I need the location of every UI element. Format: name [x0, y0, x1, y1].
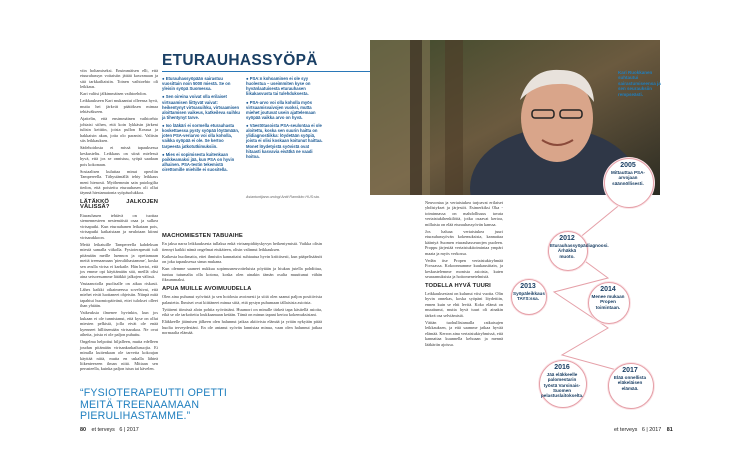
- tuuri-paragraph: Leikkauksestani on kulunut viisi vuotta. Olin hyvin onnekas, koska syöpäni löydettiin, ennen kuin se ehti levitä. Koko elämä on muuttunut, mutta hyvä tuuri oli ainakin tärkeä osa selviämistä.: [425, 290, 503, 318]
- intro-paragraph: Kari valitsi jälkimmäisen vaihtoehdon.: [80, 91, 147, 97]
- timeline-text: Eturauhassyöpädiagnoosi. Ärhäkkä muoto.: [550, 243, 609, 259]
- right-paragraph: Vedän itse Propen vertaistukiryhmää Forssassa. Kokoonnumme kuukausittain, ja keskustelemme monista asioista, kuten seuraamuksista ja hoitomenetelmistä.: [425, 257, 503, 280]
- intro-paragraph: viin holtamiseksi. Ensimmäisen elli, että etuurahassyn voitaisiin jättää kasvamaan ja sitä tarkkailtaisiin. Toinen vaihtoehto oli leikkaus.: [80, 68, 158, 90]
- right-paragraph: Neuvontaa ja vertaistukea tarjoavat erilaiset yhdistykset ja järjestöt. Esimerkiksi Oka -toiminnassa on mahdollisuus tavata vertaistukihenkilöitä, jotka osaavat kertoa, millaista on elää eturauhassyövän kanssa.: [425, 200, 503, 227]
- timeline-text: Menee mukaan Propen toimintaan.: [591, 294, 625, 310]
- macho-paragraph: Kaikesta huolimatta, ettei ihmisiin kannattaisi suhtautua hyvin kriittisesti, kun pääpelisäänöt on joka tapauksessa sinun mukana.: [162, 253, 322, 265]
- apua-paragraph: Eläkkeelle jäämisen jälkeen olen halunnut jatkaa aktiivista elämää ja yritän nykyään pitää huolta terveydestäni. En ole antanut syövän lannistaa minua, vaan olen halunnut jatkaa normaalia elämää.: [162, 319, 322, 336]
- right-text: [425, 200, 503, 280]
- intro-text: [80, 68, 158, 196]
- section-text-latakko: [80, 213, 158, 372]
- timeline-year: 2013: [520, 283, 536, 290]
- intro-paragraph: Ajattelin, että ensimmäinen vaihtoehto johtaisi siihen, että koin lykkäsin järkeni tulisin keittiin, joista pullon Kossua ja hakkaisin akan, jotta olo paranisi. Valitsin siis leikkauksen.: [80, 116, 158, 144]
- intro-paragraph: Leikkaukseen Kari mukaantui olleensa hyvä, mutta hei järkvät päätöksen mimaa tehtäväkseen.: [80, 98, 158, 115]
- apua-paragraph: Olen aina puhunut syövästä ja sen hoidosta avoimesti ja siitä olen saanut paljon positiivista palautetta. Ihmiset ovat kiittäneet minua siitä, että pystyn puhumaan tällaisista asioista.: [162, 294, 322, 305]
- feature-bullets-col1: [162, 76, 240, 175]
- pull-quote: “FYSIOTERAPEUTTI OPETTI MEITÄ TREENAAMAAN PIERULIHASTAMME.”: [80, 387, 228, 423]
- section-heading-tuuri: TODELLA HYVÄ TUURI: [425, 282, 491, 289]
- feature-bullet: ● Sen oireina voivat olla erilaiset virtsaamisen liittyvät vaivat: heikentynyt virtsasuihku, virtsaamisen aloittamisen vaikeus, katkeileva suihku ja tihentynyt tarve.: [162, 94, 240, 120]
- timeline-node-2013: [513, 283, 543, 302]
- folio-left: [80, 427, 139, 433]
- intro-paragraph: Sädehoidosta ei missä tapauksessa keskusteltu. Leikkaus on siinä mielessä hyvä, että jos se onnistuu, syöpä saadaan pois kokonaan.: [80, 145, 158, 167]
- macho-paragraph: Kun olemme saaneet nukkua sopimusneuvotteluista pöytään ja hiukan jutella pohdittua, tuntuu tutumalta olla kotona, koska olen ainakin tämän osalta muuttunut vähän fiksummaksi.: [162, 266, 322, 283]
- timeline-year: 2005: [620, 162, 636, 169]
- issue-left: 6 | 2017: [119, 427, 139, 433]
- feature-bullets-col2: [246, 76, 324, 162]
- timeline-year: 2012: [559, 235, 575, 242]
- feature-source: Asiantuntijana urologi Antti Rannikko HUS:sta.: [246, 195, 320, 199]
- section-heading-macho: MACHOMIESTEN TABUAIHE: [162, 233, 243, 239]
- timeline-year: 2014: [600, 286, 616, 293]
- timeline-node-2012: [550, 235, 609, 259]
- issue-right: 6 | 2017: [641, 427, 662, 433]
- timeline-node-2005: [606, 162, 650, 186]
- timeline-year: 2017: [622, 367, 638, 374]
- section-text-apua: [162, 294, 322, 335]
- latakko-paragraph: Ongelma helpottui hiljalleen, mutta edelleen joudun pitämään virtsankarkailusuojia. Ei minulla kuitenkaan ole tarvetta kokoajan käyttää niitä, mutta en uskalla lähteä liikenteeseen ilman niitä. Mittaan sen perusteella, kuinka paljon istun tai kävelen.: [80, 339, 158, 372]
- middle-column: [162, 230, 322, 337]
- tuuri-paragraph: Väitän tuohullistamalla ratkaisujen leikkauksen, ja että saamme jatkaa hyvää elämää. Kerron aina vertaistukiryhmissä, että kannattaa kuunnella kehoaan ja mennä lääkäriin ajoissa.: [425, 319, 503, 347]
- latakko-paragraph: Eturauhasen tehtävä on tuottaa siemennesteen nestemäistä osaa ja sulkea virtsaputki. Kun eturauhanen leikataan pois, virtsaputki katkaistaan ja neulotaan kiinni virtsarakkoon.: [80, 212, 158, 240]
- feature-bullet: ● Väestötasoista PSA-seulontaa ei ole aloitettu, koska sen suurin haitta on ylidiagnostiikka: löydetään syöpiä, joista ei olisi koskaan koitunut haittaa. Monet löydetyistä syövistä ovat hitaasti kasvavia eivätkä ne vaadi hoitoa.: [246, 123, 323, 159]
- macho-paragraph: En jaksa narra leikkauksesta tullaksa enkä virtsanpidätyskyvyn heikentymistä. Vaikka olisin tiennyt kaikki nämä ongelmat etukäteen, olisin valinnut leikkauksen.: [162, 241, 322, 252]
- intro-paragraph: Sosiaalisen kuluttaa minut opeoliin Tampereella. Tähystämällä tehty leikkaus meni hienosti. Myöhemmin sain patologilta tiedon, että poistettu eturauhasen oli ollut täynnä hiestamatonta syöpäsolukkoa.: [80, 168, 158, 196]
- feature-bullet: ● Iso lääkäri ei sormella eturauhasta koskettaessa pysty syöpää löytämään, joten PSA-veriarvo voi olla koholla, vaikka syöpää ei ole. Se kertoo tarpeesta jatkotutkimuksiin.: [162, 123, 240, 149]
- latakko-paragraph: Meitä leikatuille Tampereella kahdeksan miestä samalla viikolla. Fysioterapeutti tuli pitämään meille luennon ja opettamaan meitä treenaamaan 'pieruliihastamme', koska sen avulla virtsa ei karkaile. Hän kertoi, että jos emme opi käyttämään sitä, meillä olisi aina seisoessamme lätäkkö jalkojen välissä.: [80, 241, 158, 280]
- feature-bullet: ● PSA:n kohoaminen ei ole syy huolestua – useimmiten kyse on hyvänlaatuisesta eturauhasen liikakasvusta tai tulehduksesta.: [246, 76, 311, 97]
- magazine-name-left: et terveys: [91, 427, 115, 433]
- timeline-node-2017: [610, 367, 650, 391]
- right-paragraph: Jos haluaa vertaistukea juuri eturauhassyövän kokemuksista, kannattaa kääntyä Suomen eturauhasseurojen puoleen. Proppu järjestää vertaistukitoimintaa ympäri maata ja myös verkossa.: [425, 228, 503, 256]
- page-number-right: 81: [666, 427, 673, 433]
- left-column: [80, 68, 158, 374]
- apua-paragraph: Tyttäreni tiimissä aloin pohtia syövästäni. Huumori on minulle tärkeä tapa käsitellä asioita, eikä se ole tarkoitettu loukkaamaan ketään. Tämä on minun tapani kertoa kokemuksistani.: [162, 306, 322, 318]
- feature-bullet: ● PSA-arvo voi olla koholla myös virtsaamisvaivojen vuoksi, mutta miehet joutuvat usein ajattelemaan syöpää vaikka arvo on hyvä.: [246, 99, 316, 120]
- latakko-paragraph: Vastaanotolla puolisalle on aikaa riskasti. Lähes kaikki oikaimeessa sovelsivat, että miehet eivät luottaneet ohjeisiin. Niinpä mitä tapahtui huomiopäivänä, ettei tulokset olleet ihan yhtään.: [80, 281, 158, 309]
- page-number-left: 80: [80, 427, 86, 433]
- section-text-macho: [162, 241, 322, 282]
- feature-title: ETURAUHASSYÖPÄ: [162, 52, 318, 69]
- timeline-text: Elää onnellista eläkeläisen elämää.: [613, 375, 647, 391]
- feature-bullet: ● Eturauhassyöpään sairastuu vuosittain noin 5000 miestä. Se on yleisin syöpä Suomessa.: [162, 76, 231, 92]
- timeline-node-2014: [590, 286, 626, 310]
- magazine-name-right: et terveys: [614, 427, 638, 433]
- folio-right: [614, 427, 673, 433]
- right-text-2: [425, 291, 503, 347]
- timeline-text: Mittauttaa PSA-arvojaan säännöllisesti.: [611, 170, 645, 186]
- feature-bullet: ● Mies ei sopimisesta kuitenkaan poikkeamaksi jää, kun PSA on hyvin alhainen. PSA-testin tekemistä oirettomille miehille ei suositella.: [162, 151, 235, 173]
- timeline-text: Syöpäleikkaus TAYS:ssa.: [513, 291, 545, 302]
- section-heading-apua: APUA MUILLE AVOIMUUDELLA: [162, 285, 252, 292]
- timeline-text: Jää eläkkeelle palomestarin työstä Varsinais-Suomen pelastuslaitokselta.: [541, 372, 584, 399]
- right-column: [425, 200, 503, 349]
- timeline-year: 2016: [554, 364, 570, 371]
- latakko-paragraph: Vaikeuksia ilmenee hyvinkin, kun jos kukaan ei ole tunnistanut, että kyse on ollut miesten pelkistä, jolla eivät ole enää kyenneet hillitsemään virtsarakoa. Ne ovat aiheita, joista ei ole paljon puhuttu.: [80, 310, 158, 338]
- photo-caption: Kari Ruokkanen suhtautui sairastumiseensa ja sen seurauksiin rempseästi.: [618, 70, 661, 97]
- section-heading-latakko: LÄTÄKKÖ JALKOJEN VÄLISSÄ?: [80, 198, 158, 211]
- timeline-node-2016: [541, 364, 583, 398]
